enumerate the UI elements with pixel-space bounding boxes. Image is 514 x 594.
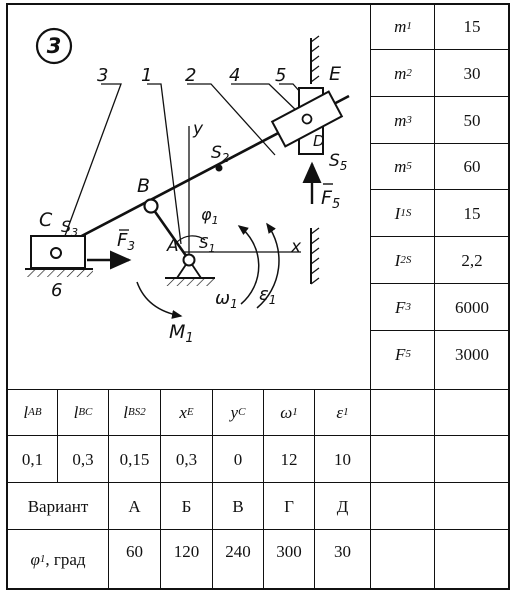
angle-b: 120 [173,541,200,561]
label-link-3: 3 [97,65,109,86]
label-point-b: B [137,175,151,197]
table-border-right [508,3,510,590]
label-omega: $\omega_1$ [215,288,238,311]
label-phi: $\varphi_1$ [201,205,219,227]
side-value-i2s: 2,2 [461,250,483,270]
label-moment: $M_1$ [169,321,194,346]
moment-m1-arrow [137,282,181,316]
side-name-m5: m 5 [394,157,412,176]
header-omega1: ω 1 [280,403,298,422]
label-link-1: 1 [141,65,153,86]
value-yc: 0 [233,449,243,469]
omega-arrow [239,226,259,304]
variant-g: Г [284,496,294,516]
value-eps1: 10 [334,449,351,469]
side-table-left-divider [370,3,371,590]
side-name-f5: F 5 [395,344,411,364]
header-eps1: ε 1 [336,403,349,422]
side-table-mid-divider [434,3,435,590]
angle-g: 300 [276,541,302,561]
label-point-d: D [313,132,325,150]
slider-3 [25,236,93,277]
angle-d: 30 [334,541,351,561]
value-lbs2: 0,15 [119,449,150,469]
variant-label: Вариант [27,496,89,516]
value-xe: 0,3 [175,449,198,469]
label-f5: $F_5$ [321,187,341,212]
pivot-a [165,255,215,287]
label-link-5: 5 [275,65,287,86]
joint-b [145,200,158,213]
side-name-m3: m 3 [394,110,412,130]
variant-b: Б [181,496,192,516]
side-name-m2: m 2 [394,63,412,83]
label-axis-y: y [193,119,204,139]
side-name-i1s: I 1S [394,203,412,223]
side-name-m1: m 1 [394,17,412,36]
header-lab: l AB [23,403,42,422]
label-s3: $S_3$ [61,217,79,239]
variant-number-badge [37,29,71,63]
label-f3: $F_3$ [117,230,135,253]
angle-label: φ 1 , град [30,549,86,569]
label-point-c: C [39,209,53,231]
header-lbs2: l BS2 [123,403,146,422]
variant-d: Д [336,496,349,516]
label-s1: $S_1$ [199,234,216,255]
label-link-6: 6 [51,280,63,301]
header-xe: x E [179,403,194,422]
value-lab: 0,1 [21,449,44,469]
label-link-2: 2 [185,65,197,86]
mechanism-diagram [9,8,367,383]
side-value-m1: 15 [463,17,481,36]
label-point-e: E [329,63,342,85]
side-name-i2s: I 2S [394,250,412,270]
slider-guide-e [311,36,319,284]
label-point-a: A [167,236,179,256]
side-value-i1s: 15 [463,203,481,223]
svg-text:3: 3 [46,34,62,58]
label-s5: $S_5$ [329,151,348,173]
label-link-4: 4 [229,65,241,86]
side-value-m2: 30 [463,63,481,83]
label-epsilon: $\varepsilon_1$ [259,284,277,307]
label-axis-x: x [291,237,302,257]
side-value-f5: 3000 [455,344,489,364]
label-s2: $S_2$ [211,143,230,165]
variant-a: А [128,496,141,516]
header-lbc: l BC [73,403,93,422]
variant-v: В [232,496,244,516]
header-yc: y C [230,403,246,422]
angle-v: 240 [225,541,251,561]
side-name-f3: F 3 [395,297,411,317]
side-value-m5: 60 [463,157,481,176]
value-omega1: 12 [280,449,298,469]
side-value-f3: 6000 [455,297,489,317]
angle-a: 60 [126,541,143,561]
side-value-m3: 50 [463,110,481,130]
value-lbc: 0,3 [72,449,94,469]
s2-point [216,165,223,172]
